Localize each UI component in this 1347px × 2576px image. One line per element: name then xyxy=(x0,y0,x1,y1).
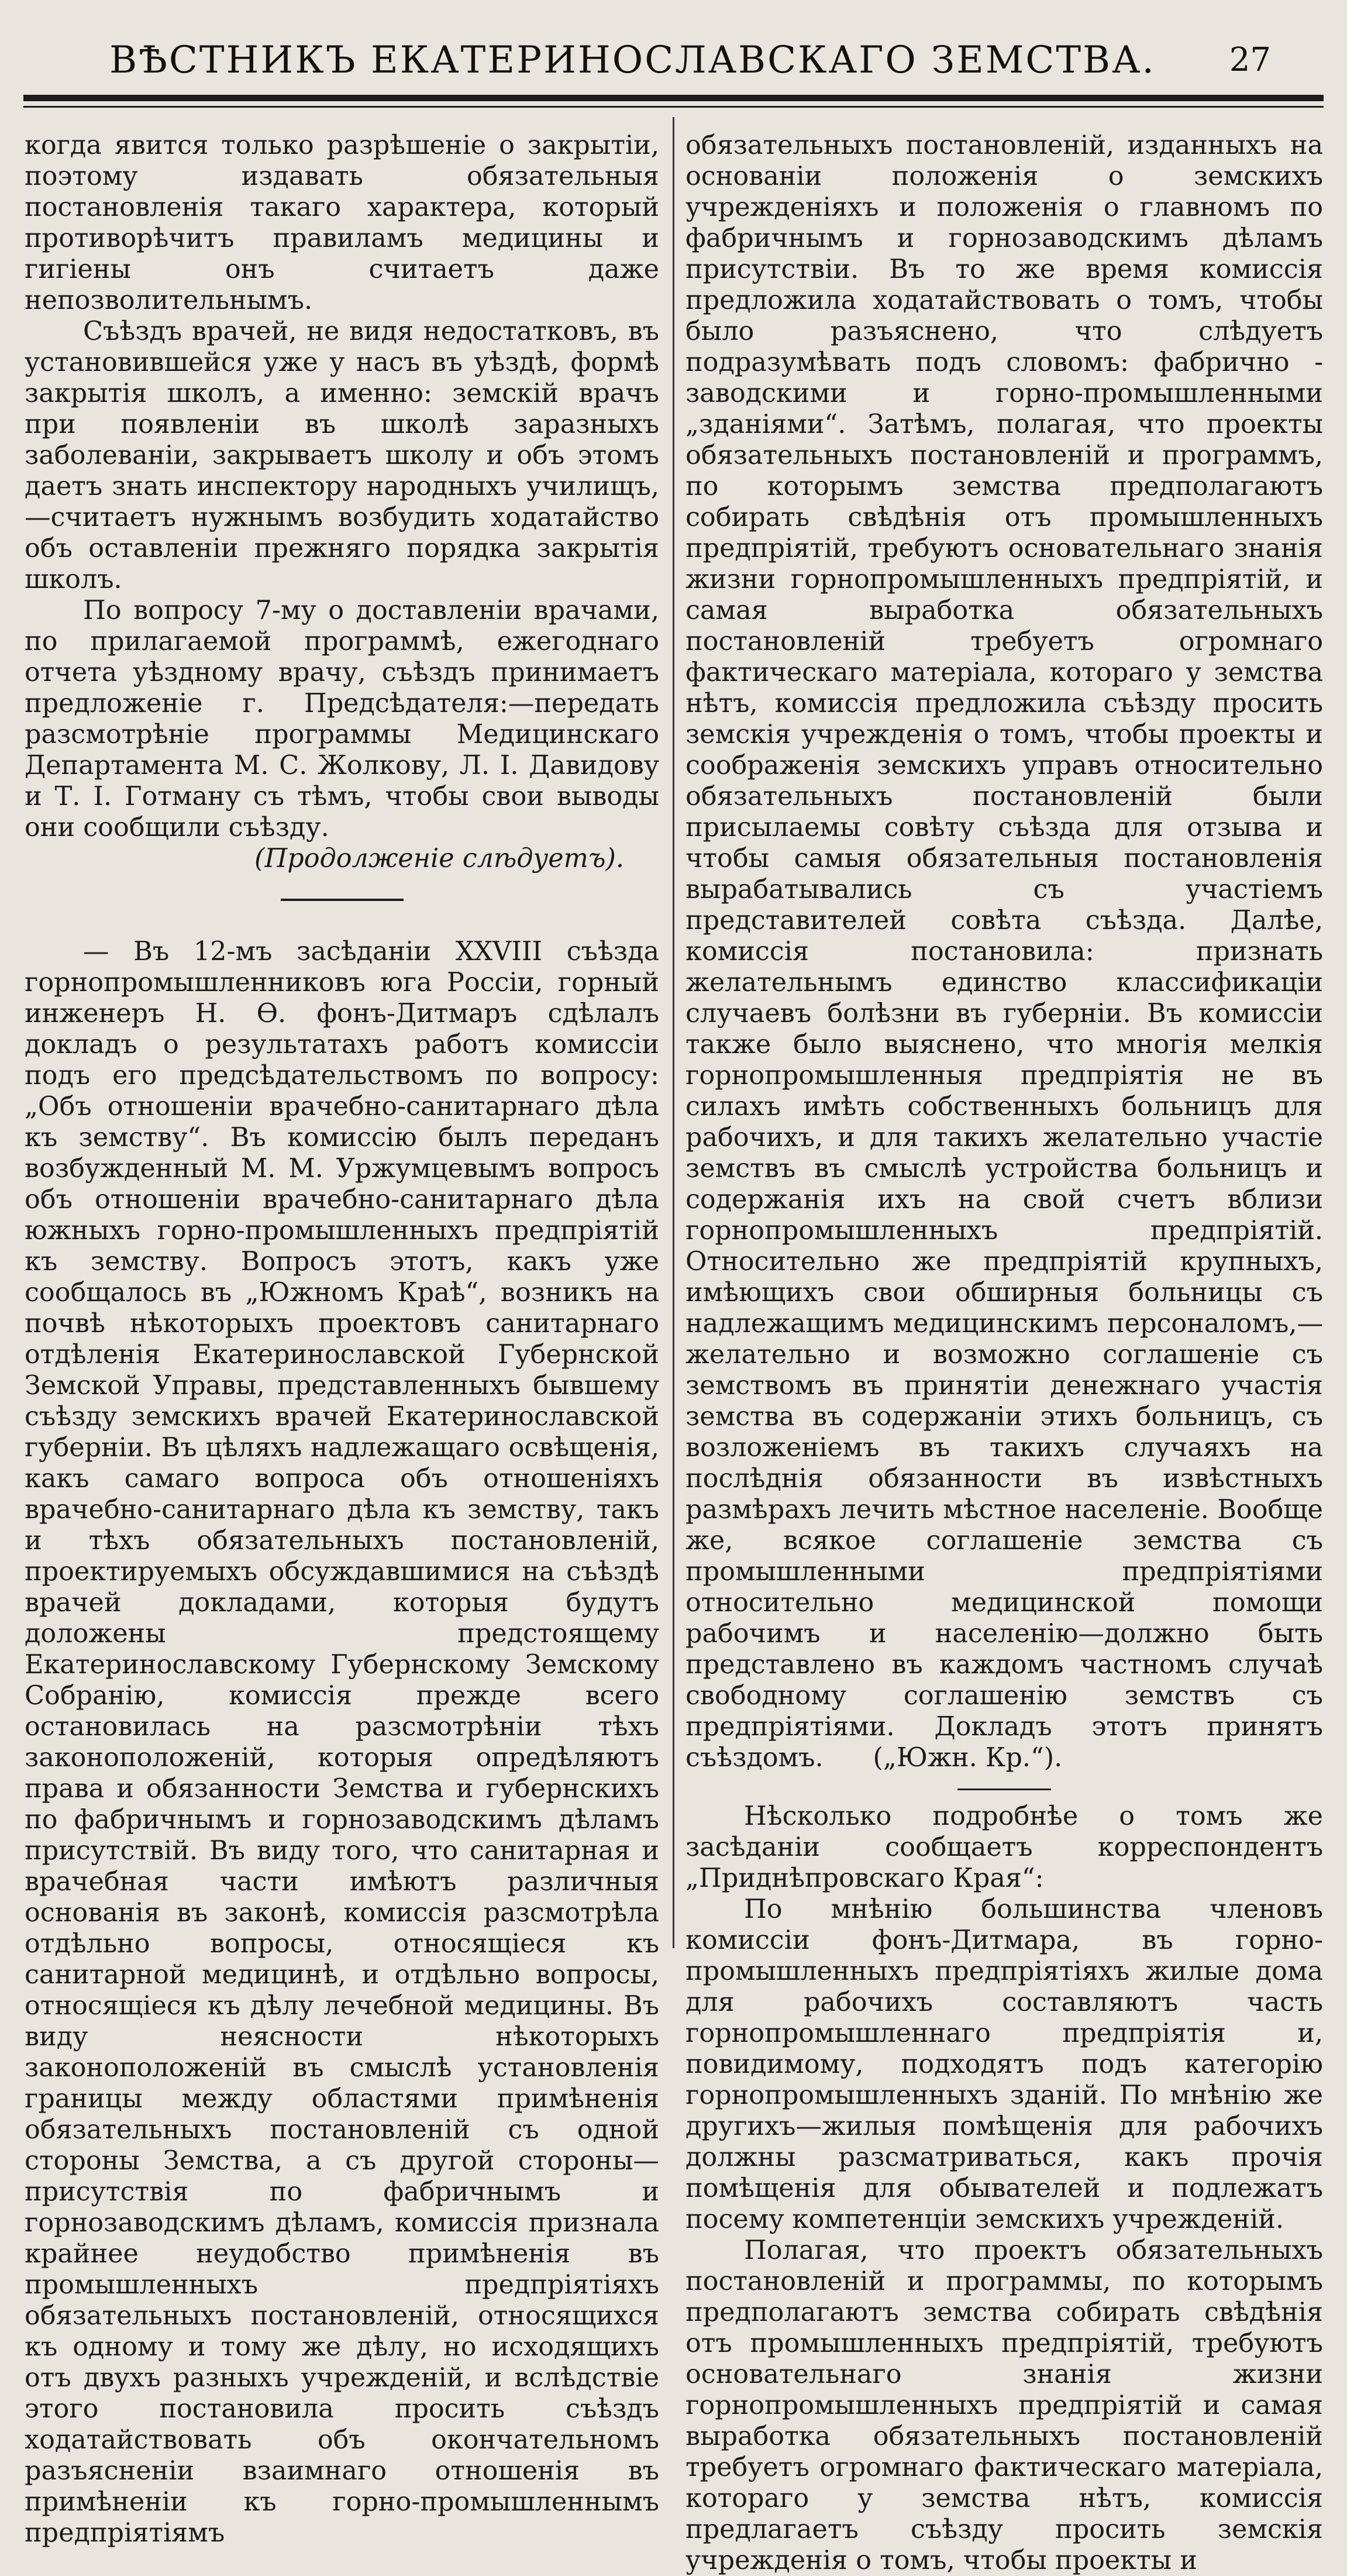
journal-title: ВѢСТНИКЪ ЕКАТЕРИНОСЛАВСКАГО ЗЕМСТВА. xyxy=(109,39,1156,82)
paragraph: — Въ 12-мъ засѣданіи XXVIII съѣзда горнопромышленниковъ юга Россіи, горный инженеръ Н. Ѳ. фонъ-Дитмаръ сдѣлалъ докладъ о результатахъ работъ комиссіи подъ его предсѣдательствомъ по вопросу: „Объ отношеніи врачебно-санитарнаго дѣла къ земству“. Въ комиссію былъ переданъ возбужденный М. М. Уржумцевымъ вопросъ объ отношеніи врачебно-санитарнаго дѣла южныхъ горно-промышленныхъ предпріятій къ земству. Вопросъ этотъ, какъ уже сообщалось въ „Южномъ Краѣ“, возникъ на почвѣ нѣкоторыхъ проектовъ санитарнаго отдѣленія Екатеринославской Губернской Земской Управы, представленныхъ бывшему съѣзду земскихъ врачей Екатеринославской губерніи. Въ цѣляхъ надлежащаго освѣщенія, какъ самаго вопроса объ отношеніяхъ врачебно-санитарнаго дѣла къ земству, такъ и тѣхъ обязательныхъ постановленій, проектируемыхъ обсуждавшимися на съѣздѣ врачей докладами, которыя будутъ доложены предстоящему Екатеринославскому Губернскому Земскому Собранію, комиссія прежде всего остановилась на разсмотрѣніи тѣхъ законоположеній, которыя опредѣляютъ права и обязанности Земства и губернскихъ по фабричнымъ и горнозаводскимъ дѣламъ присутствій. Въ виду того, что санитарная и врачебная части имѣютъ различныя основанія въ законѣ, комиссія разсмотрѣла отдѣльно вопросы, относящіеся къ санитарной медицинѣ, и отдѣльно вопросы, относящіеся къ дѣлу лечебной медицины. Въ виду неясности нѣкоторыхъ законоположеній въ смыслѣ установленія границы между областями примѣненія обязательныхъ постановленій съ одной стороны Земства, а съ другой стороны—присутствія по фабричнымъ и горнозаводскимъ дѣламъ, комиссія признала крайнее неудобство примѣненія въ промышленныхъ предпріятіяхъ обязательныхъ постановленій, относящихся къ одному и тому же дѣлу, но исходящихъ отъ двухъ разныхъ учрежденій, и вслѣдствіе этого постановила просить съѣздъ ходатайствовать объ окончательномъ разъясненіи взаимнаго отношенія въ примѣненіи къ горно-промышленнымъ предпріятіямъ xyxy=(25,937,659,2548)
paragraph: когда явится только разрѣшеніе о закрытіи, поэтому издавать обязательныя постановленія такаго характера, который противорѣчитъ правиламъ медицины и гигіены онъ считаетъ даже непозволительнымъ. xyxy=(25,130,659,315)
column-divider xyxy=(673,117,674,1948)
paragraph: Съѣздъ врачей, не видя недостатковъ, въ установившейся уже у насъ въ уѣздѣ, формѣ закрытія школъ, а именно: земскій врачъ при появленіи въ школѣ заразныхъ заболеваніи, закрываетъ школу и объ этомъ даетъ знать инспектору народныхъ училищъ,—считаетъ нужнымъ возбудить ходатайство объ оставленіи прежняго порядка закрытія школъ. xyxy=(25,317,659,594)
continued-note: (Продолженіе слѣдуетъ). xyxy=(254,844,624,873)
paragraph-text: обязательныхъ постановленій, изданныхъ на основаніи положенія о земскихъ учрежденіяхъ и положенія о главномъ по фабричнымъ и горнозаводскимъ дѣламъ присутствіи. Въ то же время комиссія предложила ходатайствовать о томъ, чтобы было разъяснено, что слѣдуетъ подразумѣвать подъ словомъ: фабрично - заводскими и горно-промышленными „зданіями“. Затѣмъ, полагая, что проекты обязательныхъ постановленій и программъ, по которымъ земства предполагаютъ собирать свѣдѣнія отъ промышленныхъ предпріятій, требуютъ основательнаго знанія жизни горнопромышленныхъ предпріятій, и самая выработка обязательныхъ постановленій требуетъ огромнаго фактическаго матеріала, котораго у земства нѣтъ, комиссія предложила съѣзду просить земскія учрежденія о томъ, чтобы проекты и соображенія земскихъ управъ относительно обязательныхъ постановленій были присылаемы совѣту съѣзда для отзыва и чтобы самыя обязательныя постановленія вырабатывались съ участіемъ представителей совѣта съѣзда. Далѣе, комиссія постановила: признать желательнымъ единство классификаціи случаевъ болѣзни въ губерніи. Въ комиссіи также было выяснено, что многія мелкія горнопромышленныя предпріятія не въ силахъ имѣть собственныхъ больницъ для рабочихъ, и для такихъ желательно участіе земствъ въ смыслѣ устройства больницъ и содержанія ихъ на свой счетъ вблизи горнопромышленныхъ предпріятій. Относительно же предпріятій крупныхъ, имѣющихъ свои обширныя больницы съ надлежащимъ медицинскимъ персоналомъ,—желательно и возможно соглашеніе съ земствомъ въ принятіи денежнаго участія земства въ содержаніи этихъ больницъ, съ возложеніемъ въ такихъ случаяхъ на послѣднія обязанности въ извѣстныхъ размѣрахъ лечить мѣстное населеніе. Вообще же, всякое соглашеніе земства съ промышленными предпріятіями относительно медицинской помощи рабочимъ и населенію—должно быть представлено въ каждомъ частномъ случаѣ свободному соглашенію земствъ съ предпріятіями. Докладъ этотъ принятъ съѣздомъ. xyxy=(685,130,1323,1773)
paragraph: Полагая, что проектъ обязательныхъ постановленій и программы, по которымъ предполагаютъ земства собирать свѣдѣнія отъ промышленныхъ предпріятій, требуютъ основательнаго знанія жизни горнопромышленныхъ предпріятій и самая выработка обязательныхъ постановленій требуетъ огромнаго фактическаго матеріала, котораго у земства нѣтъ, комиссія предлагаетъ съѣзду просить земскія учрежденія о томъ, чтобы проекты и xyxy=(685,2235,1323,2575)
page-number: 27 xyxy=(1229,41,1271,79)
header-rule-thin xyxy=(23,106,1324,108)
paragraph xyxy=(685,130,1323,1773)
paragraph: Нѣсколько подробнѣе о томъ же засѣданіи сообщаетъ корреспондентъ „Приднѣпровскаго Края“: xyxy=(685,1801,1323,1893)
header-rule-thick xyxy=(23,95,1324,101)
right-column xyxy=(685,130,1323,2576)
article-separator xyxy=(281,899,404,901)
running-header xyxy=(23,34,1324,104)
paragraph: По вопросу 7-му о доставленіи врачами, по прилагаемой программѣ, ежегоднаго отчета уѣздному врачу, съѣздъ принимаетъ предложеніе г. Предсѣдателя:—передать разсмотрѣніе программы Медицинскаго Департамента М. С. Жолкову, Л. І. Давидову и Т. І. Готману съ тѣмъ, чтобы свои выводы они сообщили съѣзду. xyxy=(25,596,659,842)
article-separator xyxy=(957,1789,1051,1790)
paragraph: По мнѣнію большинства членовъ комиссіи фонъ-Дитмара, въ горно-промышленныхъ предпріятіяхъ жилые дома для рабочихъ составляютъ часть горнопромышленнаго предпріятія и, повидимому, подходятъ подъ категорію горнопромышленныхъ зданій. По мнѣнію же другихъ—жилыя помѣщенія для рабочихъ должны разсматриваться, какъ прочія помѣщенія для обывателей и подлежатъ посему компетенціи земскихъ учрежденій. xyxy=(685,1894,1323,2234)
left-column xyxy=(25,130,659,2549)
source-note: („Южн. Кр.“). xyxy=(873,1743,1063,1773)
